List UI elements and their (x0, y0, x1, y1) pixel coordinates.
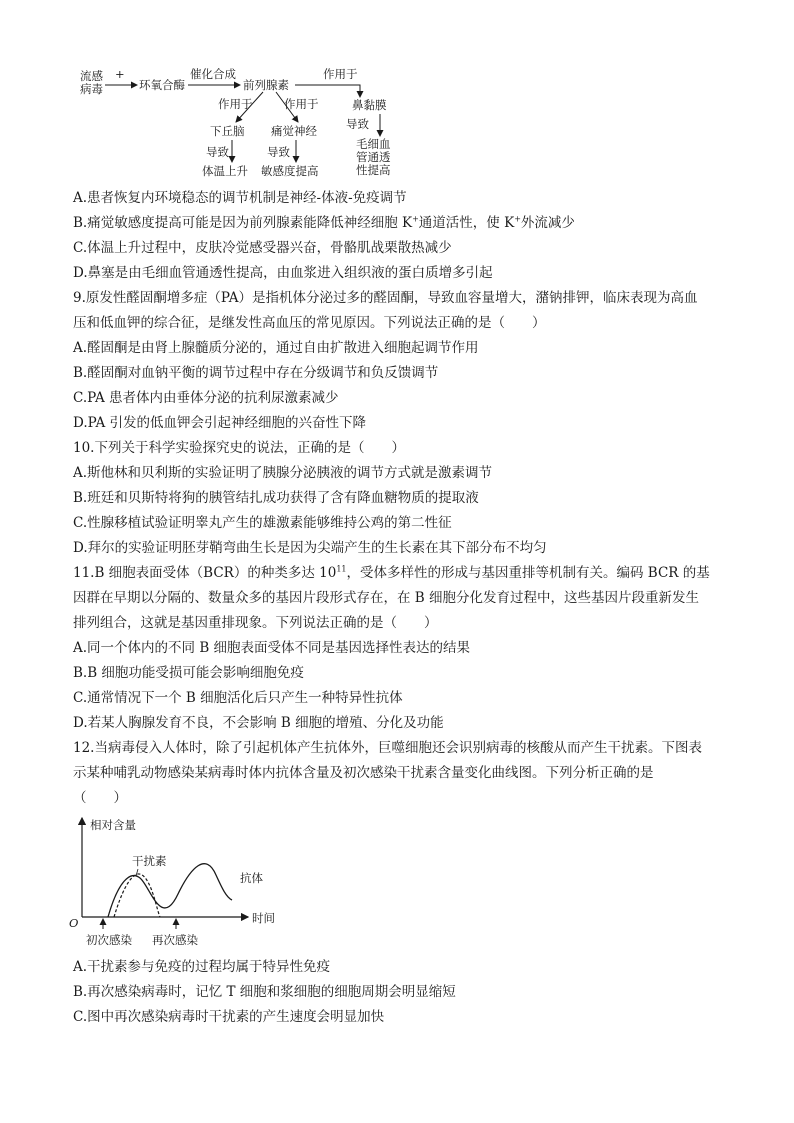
q8-option-b-part3: 外流减少 (520, 215, 575, 231)
arrow-pg-mucosa (295, 85, 360, 97)
q8-option-b-part1: B.痛觉敏感度提高可能是因为前列腺素能降低神经细胞 K (73, 215, 413, 231)
q8-option-c: C.体温上升过程中，皮肤冷觉感受器兴奋，骨骼肌战栗散热减少 (73, 240, 452, 256)
virus-label-1: 流感 (80, 69, 103, 83)
q10-option-c: C.性腺移植试验证明睾丸产生的雄激素能够维持公鸡的第二性征 (73, 515, 452, 531)
q11-option-d: D.若某人胸腺发育不良，不会影响 B 细胞的增殖、分化及功能 (73, 715, 444, 731)
x-axis-label: 时间 (252, 911, 275, 925)
q12-option-b: B.再次感染病毒时，记忆 T 细胞和浆细胞的细胞周期会明显缩短 (73, 984, 456, 1000)
hypothalamus-label: 下丘脑 (210, 124, 245, 138)
antibody-label: 抗体 (240, 871, 263, 885)
sensitivity-rise-label: 敏感度提高 (261, 164, 319, 178)
cause-mid-label: 导致 (267, 145, 290, 159)
q9-option-d: D.PA 引发的低血钾会引起神经细胞的兴奋性下降 (73, 415, 367, 431)
q11-option-b: B.B 细胞功能受损可能会影响细胞免疫 (73, 665, 304, 681)
q8-option-b-sup2: + (514, 214, 521, 224)
interferon-label: 干扰素 (132, 854, 167, 868)
pain-nerve-label: 痛觉神经 (271, 124, 317, 138)
cause-right-label: 导致 (346, 117, 369, 131)
q9-option-a: A.醛固酮是由肾上腺髓质分泌的，通过自由扩散进入细胞起调节作用 (73, 340, 479, 356)
cause-left-label: 导致 (206, 145, 229, 159)
q11-stem-line3: 排列组合，这就是基因重排现象。下列说法正确的是（ ） (73, 615, 438, 631)
mucosa-label: 鼻黏膜 (352, 98, 387, 112)
q8-option-d: D.鼻塞是由毛细血管通透性提高，由血浆进入组织液的蛋白质增多引起 (73, 265, 493, 281)
antibody-curve (108, 864, 232, 917)
q8-option-b-sup1: + (412, 214, 419, 224)
q8-option-a: A.患者恢复内环境稳态的调节机制是神经-体液-免疫调节 (73, 190, 407, 206)
q8-option-b-part2: 通道活性，使 K (418, 215, 515, 231)
act-mid-label: 作用于 (284, 97, 319, 111)
q11-option-a: A.同一个体内的不同 B 细胞表面受体不同是基因选择性表达的结果 (73, 640, 471, 656)
interferon-leader (136, 869, 138, 876)
q11-stem-line1 (73, 564, 710, 582)
capillary-label-2: 管通透 (356, 150, 391, 164)
q12-option-a: A.干扰素参与免疫的过程均属于特异性免疫 (73, 959, 331, 975)
q9-stem-line1: 9.原发性醛固酮增多症（PA）是指机体分泌过多的醛固酮，导致血容量增大，潴钠排钾，临床表现为高血 (73, 290, 698, 306)
capillary-label-1: 毛细血 (356, 137, 391, 151)
q11-stem-part1: 11.B 细胞表面受体（BCR）的种类多达 10 (73, 565, 337, 581)
q11-stem-line2: 因群在早期以分隔的、数量众多的基因片段形式存在，在 B 细胞分化发育过程中，这些基因片段重新发生 (73, 590, 700, 606)
origin-label: O (69, 916, 79, 930)
second-infection-label: 再次感染 (152, 933, 198, 947)
prostaglandin-label: 前列腺素 (243, 78, 289, 92)
q9-stem-line2: 压和低血钾的综合征，是继发性高血压的常见原因。下列说法正确的是（ ） (73, 315, 546, 331)
cox-label: 环氧合酶 (139, 78, 185, 92)
plus-sign: + (115, 67, 125, 81)
temperature-rise-label: 体温上升 (202, 164, 248, 178)
q11-option-c: C.通常情况下一个 B 细胞活化后只产生一种特异性抗体 (73, 690, 403, 706)
q9-option-b: B.醛固酮对血钠平衡的调节过程中存在分级调节和负反馈调节 (73, 365, 439, 381)
q9-option-c: C.PA 患者体内由垂体分泌的抗利尿激素减少 (73, 390, 339, 406)
q12-stem-line3: （ ） (73, 790, 127, 806)
y-axis-label: 相对含量 (90, 818, 136, 832)
interferon-curve (114, 874, 160, 917)
q10-option-d: D.拜尔的实验证明胚芽鞘弯曲生长是因为尖端产生的生长素在其下部分布不均匀 (73, 540, 547, 556)
first-infection-label: 初次感染 (86, 933, 132, 947)
capillary-label-3: 性提高 (356, 163, 391, 177)
prostaglandin-flow-diagram (78, 64, 408, 188)
catalyze-label: 催化合成 (190, 67, 236, 81)
q10-stem: 10.下列关于科学实验探究史的说法，正确的是（ ） (73, 440, 405, 456)
q8-option-b (73, 214, 575, 232)
act-left-label: 作用于 (218, 97, 253, 111)
q10-option-b: B.班廷和贝斯特将狗的胰管结扎成功获得了含有降血糖物质的提取液 (73, 490, 479, 506)
q11-exponent: 11 (336, 564, 347, 574)
antibody-interferon-graph (66, 812, 296, 952)
q12-stem-line2: 示某种哺乳动物感染某病毒时体内抗体含量及初次感染干扰素含量变化曲线图。下列分析正确的是 (73, 765, 654, 781)
q10-option-a: A.斯他林和贝利斯的实验证明了胰腺分泌胰液的调节方式就是激素调节 (73, 465, 493, 481)
virus-label-2: 病毒 (80, 82, 103, 96)
act-top-label: 作用于 (323, 67, 358, 81)
q12-option-c: C.图中再次感染病毒时干扰素的产生速度会明显加快 (73, 1009, 385, 1025)
q12-stem-line1: 12.当病毒侵入人体时，除了引起机体产生抗体外，巨噬细胞还会识别病毒的核酸从而产生干扰素。下图表 (73, 740, 702, 756)
q11-stem-part2: ，受体多样性的形成与基因重排等机制有关。编码 BCR 的基 (346, 565, 710, 581)
